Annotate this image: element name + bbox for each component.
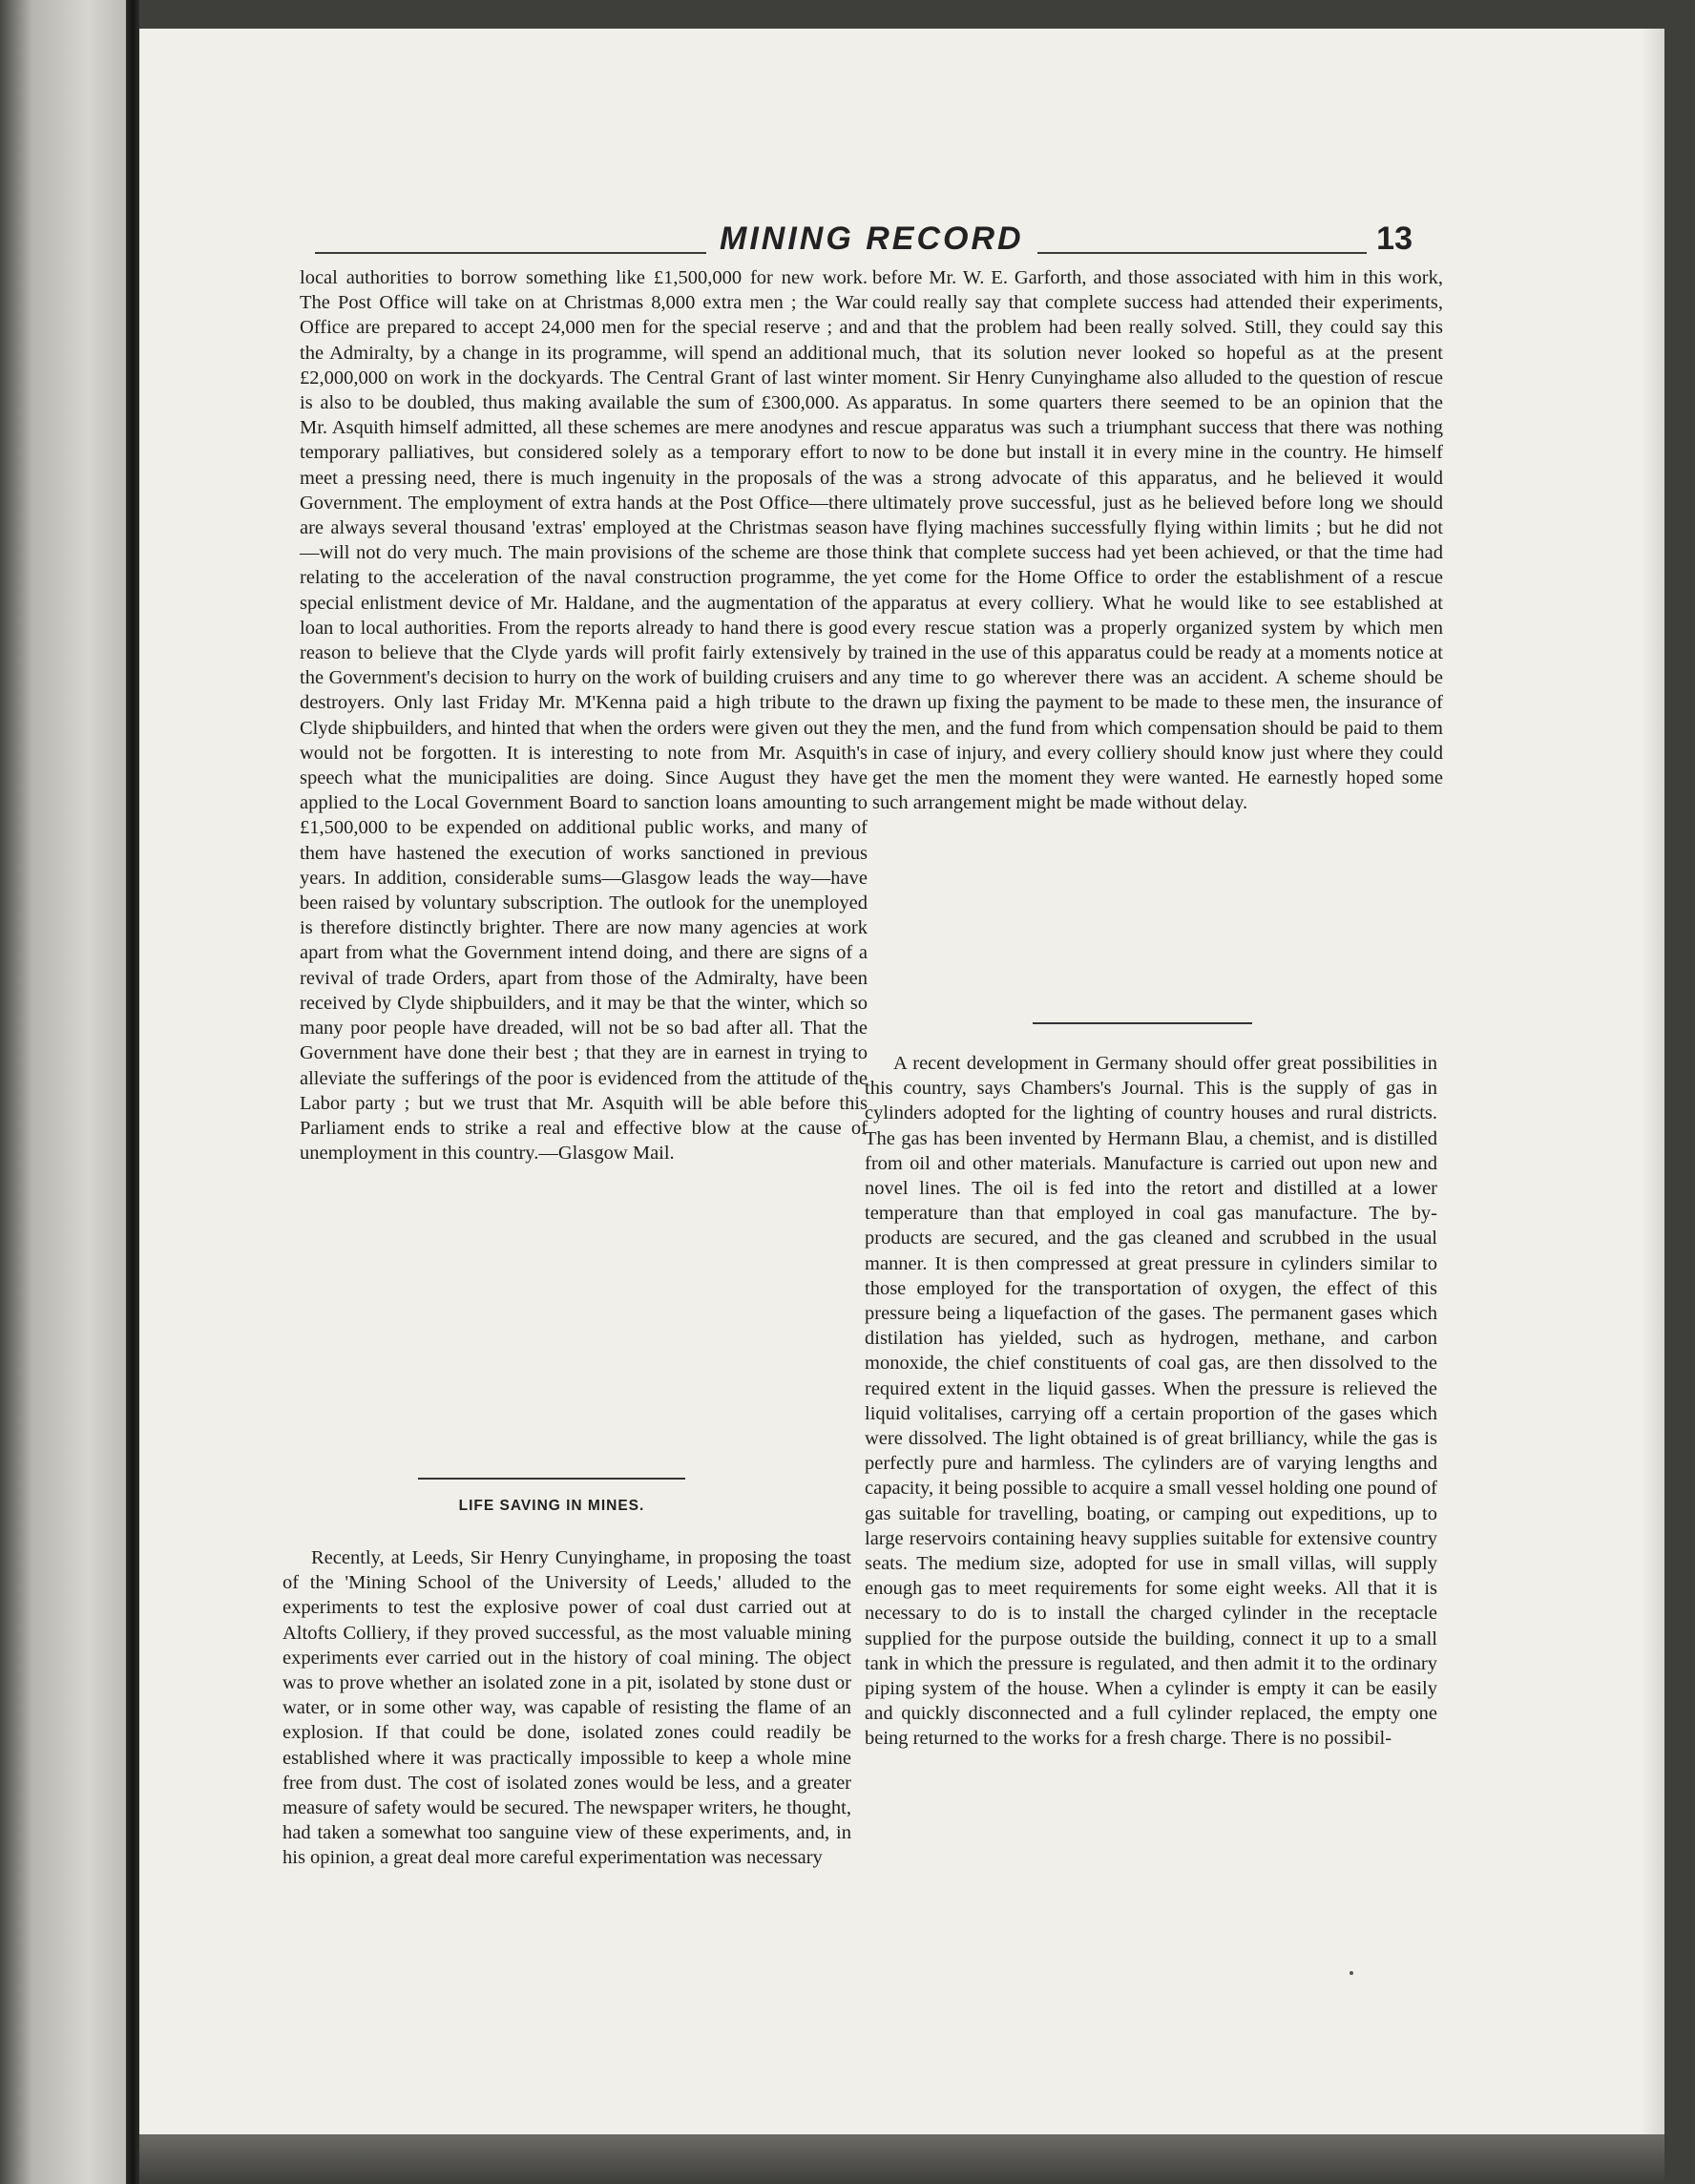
ink-speck	[1350, 1971, 1353, 1975]
page-bottom-shadow	[139, 2134, 1664, 2184]
article-body: local authorities to borrow something like £1,500,000 for new work. The Post Office will take on at Christmas 8,000 extra men ; the War Office are prepared to accept 24,000 men for the special reserve ; and the Admiralty, by a change in its programme, will spend an additional £2,000,000 on work in the dockyards. The Central Grant of last winter is also to be doubled, thus making available the sum of £300,000. As Mr. Asquith himself admitted, all these schemes are mere anodynes and temporary palliatives, but considered solely as a temporary effort to meet a pressing need, there is much ingenuity in the proposals of the Government. The employment of extra hands at the Post Office—there are always several thousand 'extras' employed at the Christmas season—will not do very much. The main provisions of the scheme are those relating to the acceleration of the naval construction programme, the special enlistment device of Mr. Haldane, and the augmentation of the loan to local authorities. From the reports already to hand there is good reason to believe that the Clyde yards will profit fairly extensively by the Government's decision to hurry on the work of building cruisers and destroyers. Only last Friday Mr. M'Kenna paid a high tribute to the Clyde shipbuilders, and hinted that when the orders were given out they would not be forgotten. It is interesting to note from Mr. Asquith's speech what the municipalities are doing. Since August they have applied to the Local Government Board to sanction loans amounting to £1,500,000 to be expended on additional public works, and many of them have hastened the execution of works sanctioned in previous years. In addition, considerable sums—Glasgow leads the way—have been raised by voluntary subscription. The outlook for the unemployed is therefore distinctly brighter. There are now many agencies at work apart from what the Government intend doing, and there are signs of a revival of trade Orders, apart from those of the Admiralty, have been received by Clyde shipbuilders, and it may be that the winter, which so many poor people have dreaded, will not be so bad after all. That the Government have done their best ; that they are in earnest in trying to alleviate the sufferings of the poor is evidenced from the attitude of the Labor party ; but we trust that Mr. Asquith will be able before this Parliament ends to strike a real and effective blow at the cause of unemployment in this country.—Glasgow Mail.	[300, 267, 868, 1165]
running-header	[315, 220, 1412, 259]
right-column-second-article	[865, 1051, 1437, 1752]
continued-article-body: before Mr. W. E. Garforth, and those associated with him in this work, could really say that complete success had attended their experiments, and that the problem had been really solved. Still, they could say this much, that its solution never looked so hopeful as at the present moment. Sir Henry Cunyinghame also alluded to the question of rescue apparatus. In some quarters there seemed to be an opinion that the rescue apparatus was such a triumphant success that there was nothing now to be done but install it in every mine in the country. He himself was a strong advocate of this apparatus, and he believed it would ultimately prove successful, just as he believed before long we should have flying machines successfully flying within limits ; but he did not think that complete success had yet been achieved, or that the time had yet come for the Home Office to order the establishment of a rescue apparatus at every colliery. What he would like to see established at every rescue station was a properly organized system by which men trained in the use of this apparatus could be ready at a moments notice at any time to go wherever there was an accident. A scheme should be drawn up fixing the payment to be made to these men, the insurance of the men, and the fund from which compensation should be paid to them in case of injury, and every colliery should know just where they could get the men the moment they were wanted. He earnestly hoped some such arrangement might be made without delay.	[872, 267, 1443, 814]
publication-title: MINING RECORD	[706, 220, 1037, 258]
right-column-continuation	[872, 265, 1443, 815]
scan-left-margin	[0, 0, 126, 2184]
section-heading: LIFE SAVING IN MINES.	[458, 1498, 645, 1514]
second-article-body: A recent development in Germany should offer great possibilities in this country, says Chambers's Journal. This is the supply of gas in cylinders adopted for the lighting of country houses and rural districts. The gas has been invented by Hermann Blau, a chemist, and is distilled from oil and other materials. Manufacture is carried out upon new and novel lines. The oil is fed into the retort and distilled at a lower temperature than that employed in coal gas manufacture. The by-products are secured, and the gas cleaned and scrubbed in the usual manner. It is then compressed at great pressure in cylinders similar to those employed for the transportation of oxygen, the effect of this pressure being a liquefaction of the gases. The permanent gases which distilation has yielded, such as hydrogen, methane, and carbon monoxide, the chief constituents of coal gas, are then dissolved to the required extent in the liquid gasses. When the pressure is relieved the liquid volitalises, carrying off a certain proportion of the gases which were dissolved. The light obtained is of great brilliancy, while the gas is perfectly pure and harmless. The cylinders are of varying lengths and capacity, it being possible to acquire a small vessel holding one pound of gas suitable for travelling, boating, or camping out expeditions, up to large reservoirs containing heavy supplies suitable for extensive country seats. The medium size, adopted for use in small villas, will supply enough gas to meet requirements for some eight weeks. All that it is necessary to do is to install the charged cylinder in the receptacle supplied for the purpose outside the building, connect it up to a small tank in which the pressure is regulated, and then admit it to the ordinary piping system of the house. When a cylinder is empty it can be easily and quickly disconnected and a full cylinder replaced, the empty one being returned to the works for a fresh charge. There is no possibil-	[865, 1053, 1437, 1750]
page-edge-shadow	[1642, 29, 1664, 2134]
section-body: Recently, at Leeds, Sir Henry Cunyinghame, in proposing the toast of the 'Mining School of the University of Leeds,' alluded to the experiments to test the explosive power of coal dust carried out at Altofts Colliery, if they proved successful, as the most valuable mining experiments ever carried out in the history of coal mining. The object was to prove whether an isolated zone in a pit, isolated by stone dust or water, or in some other way, was capable of resisting the flame of an explosion. If that could be done, isolated zones could readily be established where it was practically impossible to keep a whole mine free from dust. The cost of isolated zones would be less, and a greater measure of safety would be secured. The newspaper writers, he thought, had taken a somewhat too sanguine view of these experiments, and, in his opinion, a great deal more careful experimentation was necessary	[282, 1547, 851, 1869]
section-divider	[418, 1478, 685, 1480]
binding-spine	[126, 0, 139, 2184]
left-column-section	[282, 1545, 851, 1871]
article-divider	[1033, 1022, 1252, 1024]
page-number: 13	[1367, 220, 1412, 258]
left-column-article	[300, 265, 868, 1166]
